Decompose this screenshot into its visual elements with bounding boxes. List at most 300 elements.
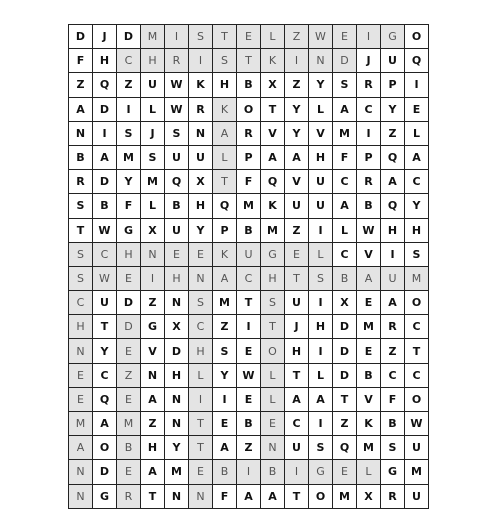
grid-cell[interactable]: Y	[285, 122, 309, 146]
grid-cell[interactable]: W	[93, 267, 117, 291]
grid-cell[interactable]: B	[357, 364, 381, 388]
grid-cell[interactable]: L	[309, 243, 333, 267]
grid-cell[interactable]: E	[237, 25, 261, 49]
grid-cell[interactable]: L	[309, 98, 333, 122]
grid-cell[interactable]: C	[285, 412, 309, 436]
grid-cell[interactable]: A	[381, 291, 405, 315]
grid-cell[interactable]: M	[141, 25, 165, 49]
grid-cell[interactable]: Z	[381, 339, 405, 363]
grid-cell[interactable]: W	[165, 73, 189, 97]
grid-cell[interactable]: L	[309, 364, 333, 388]
grid-cell[interactable]: G	[381, 460, 405, 484]
grid-cell[interactable]: T	[333, 388, 357, 412]
grid-cell[interactable]: P	[213, 219, 237, 243]
grid-cell[interactable]: S	[189, 25, 213, 49]
grid-cell[interactable]: D	[333, 339, 357, 363]
grid-cell[interactable]: X	[189, 170, 213, 194]
grid-cell[interactable]: R	[189, 98, 213, 122]
grid-cell[interactable]: S	[69, 243, 93, 267]
grid-cell[interactable]: G	[261, 243, 285, 267]
grid-cell[interactable]: C	[333, 170, 357, 194]
grid-cell[interactable]: A	[309, 388, 333, 412]
grid-cell[interactable]: I	[285, 49, 309, 73]
grid-cell[interactable]: I	[309, 219, 333, 243]
grid-cell[interactable]: E	[333, 25, 357, 49]
grid-cell[interactable]: M	[213, 291, 237, 315]
grid-cell[interactable]: V	[357, 243, 381, 267]
grid-cell[interactable]: H	[285, 339, 309, 363]
grid-cell[interactable]: C	[117, 49, 141, 73]
grid-cell[interactable]: B	[261, 460, 285, 484]
grid-cell[interactable]: N	[189, 267, 213, 291]
grid-cell[interactable]: Z	[117, 73, 141, 97]
grid-cell[interactable]: U	[93, 291, 117, 315]
grid-cell[interactable]: A	[93, 412, 117, 436]
grid-cell[interactable]: I	[141, 267, 165, 291]
grid-cell[interactable]: W	[357, 219, 381, 243]
grid-cell[interactable]: N	[69, 122, 93, 146]
grid-cell[interactable]: I	[213, 388, 237, 412]
grid-cell[interactable]: Q	[333, 436, 357, 460]
grid-cell[interactable]: D	[93, 460, 117, 484]
grid-cell[interactable]: L	[261, 388, 285, 412]
grid-cell[interactable]: Y	[213, 364, 237, 388]
grid-cell[interactable]: P	[237, 146, 261, 170]
grid-cell[interactable]: M	[141, 170, 165, 194]
grid-cell[interactable]: E	[69, 364, 93, 388]
grid-cell[interactable]: N	[141, 364, 165, 388]
grid-cell[interactable]: E	[357, 291, 381, 315]
grid-cell[interactable]: S	[141, 146, 165, 170]
grid-cell[interactable]: K	[261, 49, 285, 73]
grid-cell[interactable]: N	[165, 485, 189, 509]
grid-cell[interactable]: I	[93, 122, 117, 146]
grid-cell[interactable]: T	[189, 412, 213, 436]
grid-cell[interactable]: A	[213, 436, 237, 460]
grid-cell[interactable]: T	[213, 170, 237, 194]
grid-cell[interactable]: T	[261, 315, 285, 339]
grid-cell[interactable]: W	[93, 219, 117, 243]
grid-cell[interactable]: I	[357, 122, 381, 146]
grid-cell[interactable]: D	[117, 291, 141, 315]
grid-cell[interactable]: M	[357, 436, 381, 460]
grid-cell[interactable]: R	[357, 170, 381, 194]
grid-cell[interactable]: E	[189, 243, 213, 267]
grid-cell[interactable]: R	[357, 73, 381, 97]
grid-cell[interactable]: H	[165, 364, 189, 388]
grid-cell[interactable]: O	[405, 291, 429, 315]
grid-cell[interactable]: F	[333, 146, 357, 170]
grid-cell[interactable]: E	[405, 98, 429, 122]
grid-cell[interactable]: H	[213, 73, 237, 97]
grid-cell[interactable]: X	[333, 291, 357, 315]
grid-cell[interactable]: E	[165, 243, 189, 267]
grid-cell[interactable]: T	[69, 219, 93, 243]
grid-cell[interactable]: E	[357, 339, 381, 363]
grid-cell[interactable]: R	[237, 122, 261, 146]
grid-cell[interactable]: H	[141, 436, 165, 460]
grid-cell[interactable]: R	[165, 49, 189, 73]
grid-cell[interactable]: C	[405, 315, 429, 339]
grid-cell[interactable]: V	[285, 170, 309, 194]
grid-cell[interactable]: L	[213, 146, 237, 170]
grid-cell[interactable]: E	[117, 267, 141, 291]
grid-cell[interactable]: N	[69, 460, 93, 484]
grid-cell[interactable]: X	[165, 315, 189, 339]
grid-cell[interactable]: X	[261, 73, 285, 97]
grid-cell[interactable]: C	[357, 98, 381, 122]
grid-cell[interactable]: E	[333, 460, 357, 484]
grid-cell[interactable]: S	[405, 243, 429, 267]
grid-cell[interactable]: G	[381, 25, 405, 49]
grid-cell[interactable]: N	[165, 412, 189, 436]
grid-cell[interactable]: M	[69, 412, 93, 436]
grid-cell[interactable]: A	[285, 146, 309, 170]
grid-cell[interactable]: Y	[405, 194, 429, 218]
grid-cell[interactable]: B	[237, 73, 261, 97]
grid-cell[interactable]: A	[357, 267, 381, 291]
grid-cell[interactable]: Q	[405, 49, 429, 73]
grid-cell[interactable]: V	[357, 388, 381, 412]
grid-cell[interactable]: H	[93, 49, 117, 73]
grid-cell[interactable]: C	[237, 267, 261, 291]
grid-cell[interactable]: B	[93, 194, 117, 218]
grid-cell[interactable]: F	[237, 170, 261, 194]
grid-cell[interactable]: D	[69, 25, 93, 49]
grid-cell[interactable]: H	[141, 49, 165, 73]
grid-cell[interactable]: O	[405, 25, 429, 49]
grid-cell[interactable]: R	[381, 485, 405, 509]
grid-cell[interactable]: S	[213, 339, 237, 363]
grid-cell[interactable]: M	[357, 315, 381, 339]
grid-cell[interactable]: H	[381, 219, 405, 243]
grid-cell[interactable]: H	[405, 219, 429, 243]
grid-cell[interactable]: T	[189, 436, 213, 460]
grid-cell[interactable]: Z	[141, 291, 165, 315]
grid-cell[interactable]: E	[237, 339, 261, 363]
grid-cell[interactable]: V	[309, 122, 333, 146]
grid-cell[interactable]: L	[141, 98, 165, 122]
grid-cell[interactable]: S	[117, 122, 141, 146]
grid-cell[interactable]: H	[189, 339, 213, 363]
grid-cell[interactable]: M	[261, 219, 285, 243]
grid-cell[interactable]: I	[381, 243, 405, 267]
grid-cell[interactable]: O	[261, 339, 285, 363]
grid-cell[interactable]: N	[69, 485, 93, 509]
grid-cell[interactable]: Q	[93, 73, 117, 97]
grid-cell[interactable]: Z	[333, 412, 357, 436]
grid-cell[interactable]: G	[93, 485, 117, 509]
grid-cell[interactable]: S	[165, 122, 189, 146]
grid-cell[interactable]: R	[117, 485, 141, 509]
grid-cell[interactable]: S	[213, 49, 237, 73]
grid-cell[interactable]: U	[285, 436, 309, 460]
grid-cell[interactable]: Z	[141, 412, 165, 436]
grid-cell[interactable]: M	[117, 146, 141, 170]
grid-cell[interactable]: A	[141, 460, 165, 484]
grid-cell[interactable]: S	[69, 194, 93, 218]
grid-cell[interactable]: T	[93, 315, 117, 339]
grid-cell[interactable]: C	[405, 364, 429, 388]
grid-cell[interactable]: S	[333, 73, 357, 97]
grid-cell[interactable]: V	[141, 339, 165, 363]
grid-cell[interactable]: E	[69, 388, 93, 412]
grid-cell[interactable]: G	[309, 460, 333, 484]
grid-cell[interactable]: M	[165, 460, 189, 484]
grid-cell[interactable]: L	[261, 25, 285, 49]
grid-cell[interactable]: K	[261, 194, 285, 218]
grid-cell[interactable]: E	[285, 243, 309, 267]
grid-cell[interactable]: L	[405, 122, 429, 146]
grid-cell[interactable]: T	[285, 267, 309, 291]
grid-cell[interactable]: B	[381, 412, 405, 436]
grid-cell[interactable]: B	[357, 194, 381, 218]
grid-cell[interactable]: P	[381, 73, 405, 97]
grid-cell[interactable]: I	[405, 73, 429, 97]
grid-cell[interactable]: N	[69, 339, 93, 363]
grid-cell[interactable]: C	[333, 243, 357, 267]
grid-cell[interactable]: I	[309, 291, 333, 315]
grid-cell[interactable]: X	[141, 219, 165, 243]
grid-cell[interactable]: W	[237, 364, 261, 388]
grid-cell[interactable]: D	[93, 98, 117, 122]
grid-cell[interactable]: E	[117, 460, 141, 484]
grid-cell[interactable]: Z	[381, 122, 405, 146]
grid-cell[interactable]: U	[285, 194, 309, 218]
grid-cell[interactable]: M	[333, 485, 357, 509]
grid-cell[interactable]: Z	[285, 219, 309, 243]
grid-cell[interactable]: Z	[117, 364, 141, 388]
grid-cell[interactable]: Z	[285, 25, 309, 49]
grid-cell[interactable]: A	[237, 485, 261, 509]
grid-cell[interactable]: Q	[93, 388, 117, 412]
grid-cell[interactable]: A	[213, 267, 237, 291]
grid-cell[interactable]: T	[213, 25, 237, 49]
grid-cell[interactable]: A	[261, 146, 285, 170]
grid-cell[interactable]: D	[165, 339, 189, 363]
grid-cell[interactable]: I	[237, 315, 261, 339]
grid-cell[interactable]: D	[333, 315, 357, 339]
grid-cell[interactable]: D	[117, 315, 141, 339]
grid-cell[interactable]: J	[93, 25, 117, 49]
grid-cell[interactable]: B	[237, 219, 261, 243]
grid-cell[interactable]: K	[213, 243, 237, 267]
grid-cell[interactable]: D	[117, 25, 141, 49]
grid-cell[interactable]: A	[333, 194, 357, 218]
grid-cell[interactable]: D	[93, 170, 117, 194]
grid-cell[interactable]: Y	[189, 219, 213, 243]
grid-cell[interactable]: T	[261, 98, 285, 122]
grid-cell[interactable]: E	[117, 388, 141, 412]
grid-cell[interactable]: U	[285, 291, 309, 315]
grid-cell[interactable]: J	[141, 122, 165, 146]
grid-cell[interactable]: O	[237, 98, 261, 122]
grid-cell[interactable]: Y	[93, 339, 117, 363]
grid-cell[interactable]: U	[381, 49, 405, 73]
grid-cell[interactable]: L	[189, 364, 213, 388]
grid-cell[interactable]: H	[69, 315, 93, 339]
grid-cell[interactable]: M	[405, 267, 429, 291]
grid-cell[interactable]: D	[333, 49, 357, 73]
grid-cell[interactable]: H	[189, 194, 213, 218]
grid-cell[interactable]: N	[189, 122, 213, 146]
grid-cell[interactable]: B	[333, 267, 357, 291]
grid-cell[interactable]: W	[309, 25, 333, 49]
grid-cell[interactable]: Q	[165, 170, 189, 194]
grid-cell[interactable]: K	[213, 98, 237, 122]
grid-cell[interactable]: Y	[165, 436, 189, 460]
grid-cell[interactable]: I	[165, 25, 189, 49]
grid-cell[interactable]: A	[285, 388, 309, 412]
grid-cell[interactable]: B	[165, 194, 189, 218]
grid-cell[interactable]: C	[93, 364, 117, 388]
grid-cell[interactable]: A	[69, 98, 93, 122]
grid-cell[interactable]: A	[381, 170, 405, 194]
grid-cell[interactable]: S	[189, 291, 213, 315]
grid-cell[interactable]: U	[309, 170, 333, 194]
grid-cell[interactable]: T	[405, 339, 429, 363]
grid-cell[interactable]: V	[261, 122, 285, 146]
grid-cell[interactable]: A	[69, 436, 93, 460]
grid-cell[interactable]: F	[69, 49, 93, 73]
grid-cell[interactable]: Q	[381, 146, 405, 170]
grid-cell[interactable]: Y	[285, 98, 309, 122]
grid-cell[interactable]: L	[261, 364, 285, 388]
grid-cell[interactable]: T	[285, 485, 309, 509]
grid-cell[interactable]: B	[237, 412, 261, 436]
grid-cell[interactable]: S	[309, 436, 333, 460]
grid-cell[interactable]: B	[213, 460, 237, 484]
grid-cell[interactable]: K	[189, 73, 213, 97]
grid-cell[interactable]: I	[309, 339, 333, 363]
grid-cell[interactable]: C	[405, 170, 429, 194]
grid-cell[interactable]: E	[117, 339, 141, 363]
grid-cell[interactable]: U	[405, 485, 429, 509]
grid-cell[interactable]: W	[165, 98, 189, 122]
grid-cell[interactable]: H	[117, 243, 141, 267]
grid-cell[interactable]: I	[189, 49, 213, 73]
grid-cell[interactable]: Z	[213, 315, 237, 339]
grid-cell[interactable]: N	[165, 388, 189, 412]
grid-cell[interactable]: H	[309, 146, 333, 170]
grid-cell[interactable]: S	[381, 436, 405, 460]
grid-cell[interactable]: U	[381, 267, 405, 291]
grid-cell[interactable]: I	[117, 98, 141, 122]
grid-cell[interactable]: Y	[381, 98, 405, 122]
grid-cell[interactable]: I	[285, 460, 309, 484]
grid-cell[interactable]: F	[117, 194, 141, 218]
grid-cell[interactable]: Z	[237, 436, 261, 460]
grid-cell[interactable]: C	[69, 291, 93, 315]
grid-cell[interactable]: U	[405, 436, 429, 460]
grid-cell[interactable]: L	[357, 460, 381, 484]
grid-cell[interactable]: C	[93, 243, 117, 267]
grid-cell[interactable]: O	[405, 388, 429, 412]
grid-cell[interactable]: M	[237, 194, 261, 218]
grid-cell[interactable]: I	[309, 412, 333, 436]
grid-cell[interactable]: T	[141, 485, 165, 509]
grid-cell[interactable]: N	[261, 436, 285, 460]
grid-cell[interactable]: M	[405, 460, 429, 484]
grid-cell[interactable]: S	[309, 267, 333, 291]
grid-cell[interactable]: Q	[381, 194, 405, 218]
grid-cell[interactable]: H	[261, 267, 285, 291]
grid-cell[interactable]: O	[309, 485, 333, 509]
grid-cell[interactable]: N	[165, 291, 189, 315]
grid-cell[interactable]: H	[165, 267, 189, 291]
grid-cell[interactable]: R	[381, 315, 405, 339]
grid-cell[interactable]: N	[189, 485, 213, 509]
grid-cell[interactable]: P	[357, 146, 381, 170]
grid-cell[interactable]: E	[213, 412, 237, 436]
grid-cell[interactable]: I	[189, 388, 213, 412]
grid-cell[interactable]: X	[357, 485, 381, 509]
grid-cell[interactable]: I	[237, 460, 261, 484]
grid-cell[interactable]: A	[93, 146, 117, 170]
grid-cell[interactable]: U	[165, 146, 189, 170]
grid-cell[interactable]: B	[117, 436, 141, 460]
grid-cell[interactable]: E	[189, 460, 213, 484]
grid-cell[interactable]: F	[381, 388, 405, 412]
grid-cell[interactable]: G	[141, 315, 165, 339]
grid-cell[interactable]: A	[213, 122, 237, 146]
grid-cell[interactable]: C	[189, 315, 213, 339]
grid-cell[interactable]: J	[357, 49, 381, 73]
grid-cell[interactable]: E	[261, 412, 285, 436]
grid-cell[interactable]: D	[333, 364, 357, 388]
grid-cell[interactable]: U	[165, 219, 189, 243]
grid-cell[interactable]: S	[261, 291, 285, 315]
grid-cell[interactable]: N	[309, 49, 333, 73]
grid-cell[interactable]: A	[405, 146, 429, 170]
grid-cell[interactable]: B	[69, 146, 93, 170]
grid-cell[interactable]: I	[357, 25, 381, 49]
grid-cell[interactable]: C	[381, 364, 405, 388]
grid-cell[interactable]: J	[285, 315, 309, 339]
grid-cell[interactable]: S	[69, 267, 93, 291]
grid-cell[interactable]: Q	[261, 170, 285, 194]
grid-cell[interactable]: T	[237, 49, 261, 73]
grid-cell[interactable]: F	[213, 485, 237, 509]
grid-cell[interactable]: Y	[117, 170, 141, 194]
grid-cell[interactable]: U	[309, 194, 333, 218]
grid-cell[interactable]: H	[309, 315, 333, 339]
grid-cell[interactable]: Z	[69, 73, 93, 97]
grid-cell[interactable]: M	[117, 412, 141, 436]
grid-cell[interactable]: Q	[213, 194, 237, 218]
grid-cell[interactable]: O	[93, 436, 117, 460]
grid-cell[interactable]: U	[141, 73, 165, 97]
grid-cell[interactable]: M	[333, 122, 357, 146]
grid-cell[interactable]: A	[333, 98, 357, 122]
grid-cell[interactable]: L	[141, 194, 165, 218]
grid-cell[interactable]: U	[237, 243, 261, 267]
grid-cell[interactable]: T	[285, 364, 309, 388]
grid-cell[interactable]: U	[189, 146, 213, 170]
grid-cell[interactable]: L	[333, 219, 357, 243]
grid-cell[interactable]: W	[405, 412, 429, 436]
grid-cell[interactable]: A	[141, 388, 165, 412]
grid-cell[interactable]: K	[357, 412, 381, 436]
grid-cell[interactable]: Y	[309, 73, 333, 97]
grid-cell[interactable]: G	[117, 219, 141, 243]
grid-cell[interactable]: Z	[285, 73, 309, 97]
grid-cell[interactable]: E	[237, 388, 261, 412]
grid-cell[interactable]: T	[237, 291, 261, 315]
grid-cell[interactable]: R	[69, 170, 93, 194]
grid-cell[interactable]: N	[141, 243, 165, 267]
grid-cell[interactable]: A	[261, 485, 285, 509]
